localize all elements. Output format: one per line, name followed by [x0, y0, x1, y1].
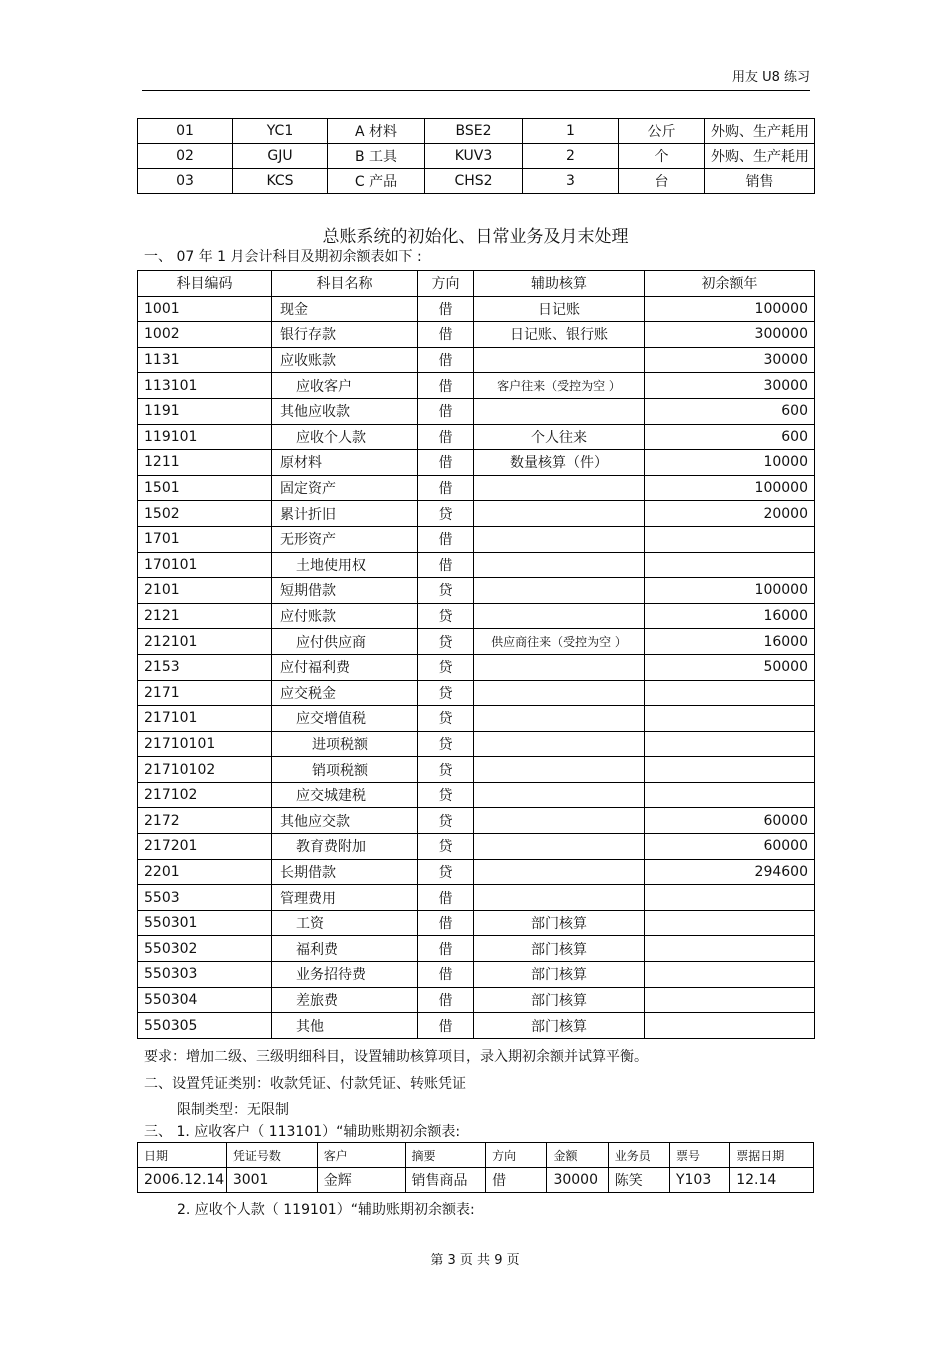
account-row — [138, 987, 815, 1013]
customer-header-cell: 凭证号数 — [226, 1143, 317, 1168]
account-row — [138, 808, 815, 834]
customer-cell: 3001 — [226, 1168, 317, 1193]
customer-header-cell: 金额 — [547, 1143, 608, 1168]
items-cell: B 工具 — [328, 144, 425, 169]
account-direction: 借 — [418, 936, 474, 962]
account-name: 进项税额 — [272, 731, 418, 757]
account-row — [138, 552, 815, 578]
account-balance — [645, 782, 815, 808]
account-auxiliary — [474, 706, 645, 732]
items-cell: KCS — [233, 169, 328, 194]
items-cell: 外购、生产耗用 — [705, 119, 815, 144]
items-cell: 3 — [523, 169, 619, 194]
account-balance: 300000 — [645, 322, 815, 348]
account-row — [138, 706, 815, 732]
customer-header-row — [138, 1143, 814, 1168]
customer-cell: 2006.12.14 — [138, 1168, 227, 1193]
account-direction: 贷 — [418, 834, 474, 860]
accounts-header-cell: 科目编码 — [138, 271, 272, 297]
restriction-line: 限制类型：无限制 — [177, 1102, 289, 1118]
account-auxiliary: 供应商往来（受控为空 ） — [474, 629, 645, 655]
account-balance — [645, 731, 815, 757]
customer-cell: 30000 — [547, 1168, 608, 1193]
account-balance — [645, 987, 815, 1013]
account-auxiliary — [474, 501, 645, 527]
account-direction: 借 — [418, 347, 474, 373]
account-direction: 贷 — [418, 680, 474, 706]
account-row — [138, 603, 815, 629]
account-row — [138, 322, 815, 348]
account-auxiliary — [474, 680, 645, 706]
account-row — [138, 731, 815, 757]
account-code: 550301 — [138, 910, 272, 936]
accounts-header-cell: 方向 — [418, 271, 474, 297]
account-code: 1131 — [138, 347, 272, 373]
account-balance — [645, 936, 815, 962]
account-name: 其他 — [272, 1013, 418, 1039]
account-name: 销项税额 — [272, 757, 418, 783]
account-balance: 16000 — [645, 603, 815, 629]
account-row — [138, 501, 815, 527]
items-cell: 01 — [138, 119, 233, 144]
account-auxiliary: 部门核算 — [474, 910, 645, 936]
account-balance — [645, 885, 815, 911]
account-name: 其他应收款 — [272, 398, 418, 424]
account-balance: 100000 — [645, 296, 815, 322]
account-auxiliary: 数量核算（件） — [474, 450, 645, 476]
customer-cell: 陈笑 — [608, 1168, 669, 1193]
account-name: 业务招待费 — [272, 962, 418, 988]
items-cell: C 产品 — [328, 169, 425, 194]
items-cell: YC1 — [233, 119, 328, 144]
items-cell: 外购、生产耗用 — [705, 144, 815, 169]
account-direction: 借 — [418, 987, 474, 1013]
account-auxiliary: 个人往来 — [474, 424, 645, 450]
account-row — [138, 347, 815, 373]
account-code: 217101 — [138, 706, 272, 732]
account-name: 应付福利费 — [272, 654, 418, 680]
customer-header-cell: 业务员 — [608, 1143, 669, 1168]
account-code: 21710101 — [138, 731, 272, 757]
items-cell: 个 — [619, 144, 705, 169]
section-title: 总账系统的初始化、日常业务及月末处理 — [322, 227, 629, 247]
account-code: 119101 — [138, 424, 272, 450]
accounts-table-body — [138, 296, 815, 1038]
account-name: 应付账款 — [272, 603, 418, 629]
account-code: 1191 — [138, 398, 272, 424]
account-direction: 借 — [418, 962, 474, 988]
account-row — [138, 578, 815, 604]
account-row — [138, 680, 815, 706]
account-name: 应交城建税 — [272, 782, 418, 808]
account-auxiliary — [474, 603, 645, 629]
account-code: 1501 — [138, 475, 272, 501]
account-balance: 60000 — [645, 808, 815, 834]
account-balance — [645, 552, 815, 578]
account-row — [138, 629, 815, 655]
account-auxiliary: 日记账、银行账 — [474, 322, 645, 348]
account-code: 170101 — [138, 552, 272, 578]
account-direction: 借 — [418, 296, 474, 322]
page-header: 用友 U8 练习 — [731, 70, 810, 85]
account-code: 550303 — [138, 962, 272, 988]
account-direction: 贷 — [418, 654, 474, 680]
account-name: 应交税金 — [272, 680, 418, 706]
items-row — [138, 144, 815, 169]
account-code: 550305 — [138, 1013, 272, 1039]
account-name: 福利费 — [272, 936, 418, 962]
account-balance — [645, 680, 815, 706]
account-direction: 借 — [418, 322, 474, 348]
items-cell: 02 — [138, 144, 233, 169]
account-direction: 借 — [418, 424, 474, 450]
account-auxiliary: 部门核算 — [474, 962, 645, 988]
account-direction: 借 — [418, 450, 474, 476]
customer-data-row — [138, 1168, 814, 1193]
account-direction: 贷 — [418, 603, 474, 629]
account-code: 1701 — [138, 526, 272, 552]
account-balance: 600 — [645, 398, 815, 424]
page-footer: 第 3 页 共 9 页 — [430, 1253, 520, 1268]
account-row — [138, 373, 815, 399]
customer-header-cell: 票据日期 — [730, 1143, 814, 1168]
account-auxiliary — [474, 782, 645, 808]
account-direction: 贷 — [418, 731, 474, 757]
account-direction: 贷 — [418, 706, 474, 732]
account-direction: 借 — [418, 552, 474, 578]
account-direction: 借 — [418, 373, 474, 399]
account-code: 5503 — [138, 885, 272, 911]
account-balance — [645, 910, 815, 936]
account-row — [138, 398, 815, 424]
account-balance — [645, 757, 815, 783]
items-cell: KUV3 — [425, 144, 523, 169]
accounts-header-cell: 科目名称 — [272, 271, 418, 297]
items-cell: 03 — [138, 169, 233, 194]
account-name: 现金 — [272, 296, 418, 322]
items-cell: 销售 — [705, 169, 815, 194]
customer-cell: 12.14 — [730, 1168, 814, 1193]
account-code: 1002 — [138, 322, 272, 348]
account-auxiliary — [474, 731, 645, 757]
account-balance: 30000 — [645, 347, 815, 373]
account-direction: 贷 — [418, 782, 474, 808]
sub-title-1: 三、 1. 应收客户（ 113101）“辅助账期初余额表: — [144, 1124, 461, 1140]
account-row — [138, 1013, 815, 1039]
account-balance: 30000 — [645, 373, 815, 399]
customer-balance-table — [137, 1142, 814, 1193]
customer-cell: 金辉 — [317, 1168, 405, 1193]
account-direction: 借 — [418, 475, 474, 501]
account-code: 21710102 — [138, 757, 272, 783]
account-auxiliary: 日记账 — [474, 296, 645, 322]
account-row — [138, 296, 815, 322]
account-row — [138, 885, 815, 911]
account-code: 217102 — [138, 782, 272, 808]
accounts-header-cell: 初余额年 — [645, 271, 815, 297]
account-code: 2201 — [138, 859, 272, 885]
customer-header-cell: 日期 — [138, 1143, 227, 1168]
account-name: 其他应交款 — [272, 808, 418, 834]
account-code: 212101 — [138, 629, 272, 655]
account-auxiliary: 部门核算 — [474, 936, 645, 962]
account-direction: 借 — [418, 398, 474, 424]
account-balance — [645, 1013, 815, 1039]
account-row — [138, 757, 815, 783]
voucher-types-line: 二、设置凭证类别：收款凭证、付款凭证、转账凭证 — [144, 1076, 466, 1092]
customer-cell: Y103 — [669, 1168, 729, 1193]
account-balance: 60000 — [645, 834, 815, 860]
sub-title-2: 2. 应收个人款（ 119101）“辅助账期初余额表: — [177, 1202, 475, 1218]
customer-cell: 销售商品 — [405, 1168, 486, 1193]
items-cell: A 材料 — [328, 119, 425, 144]
accounts-header-cell: 辅助核算 — [474, 271, 645, 297]
account-code: 2101 — [138, 578, 272, 604]
account-row — [138, 962, 815, 988]
account-direction: 借 — [418, 885, 474, 911]
account-auxiliary — [474, 398, 645, 424]
items-cell: BSE2 — [425, 119, 523, 144]
account-code: 217201 — [138, 834, 272, 860]
customer-header-cell: 票号 — [669, 1143, 729, 1168]
customer-header-cell: 客户 — [317, 1143, 405, 1168]
account-code: 550302 — [138, 936, 272, 962]
account-row — [138, 424, 815, 450]
items-cell: GJU — [233, 144, 328, 169]
account-direction: 贷 — [418, 578, 474, 604]
account-direction: 借 — [418, 1013, 474, 1039]
customer-header-cell: 方向 — [486, 1143, 547, 1168]
account-auxiliary: 部门核算 — [474, 1013, 645, 1039]
items-table-body — [138, 119, 815, 194]
items-cell: 台 — [619, 169, 705, 194]
account-row — [138, 654, 815, 680]
intro-line: 一、 07 年 1 月会计科目及期初余额表如下 : — [144, 249, 422, 265]
items-cell: 公斤 — [619, 119, 705, 144]
account-code: 1211 — [138, 450, 272, 476]
items-cell: 1 — [523, 119, 619, 144]
account-name: 管理费用 — [272, 885, 418, 911]
account-auxiliary — [474, 808, 645, 834]
account-balance — [645, 706, 815, 732]
account-name: 固定资产 — [272, 475, 418, 501]
account-name: 原材料 — [272, 450, 418, 476]
account-name: 应收客户 — [272, 373, 418, 399]
account-name: 无形资产 — [272, 526, 418, 552]
account-row — [138, 475, 815, 501]
items-row — [138, 169, 815, 194]
account-balance: 100000 — [645, 578, 815, 604]
account-name: 银行存款 — [272, 322, 418, 348]
account-auxiliary — [474, 654, 645, 680]
account-row — [138, 450, 815, 476]
account-row — [138, 936, 815, 962]
account-auxiliary — [474, 757, 645, 783]
account-row — [138, 910, 815, 936]
customer-cell: 借 — [486, 1168, 547, 1193]
account-direction: 贷 — [418, 757, 474, 783]
account-name: 长期借款 — [272, 859, 418, 885]
account-code: 2153 — [138, 654, 272, 680]
account-auxiliary — [474, 347, 645, 373]
items-table — [137, 118, 815, 194]
accounts-header-row — [138, 271, 815, 297]
account-auxiliary — [474, 526, 645, 552]
account-auxiliary — [474, 552, 645, 578]
account-direction: 贷 — [418, 501, 474, 527]
account-balance: 600 — [645, 424, 815, 450]
account-direction: 贷 — [418, 808, 474, 834]
account-direction: 贷 — [418, 629, 474, 655]
account-row — [138, 782, 815, 808]
account-balance: 50000 — [645, 654, 815, 680]
items-cell: 2 — [523, 144, 619, 169]
account-name: 累计折旧 — [272, 501, 418, 527]
account-auxiliary — [474, 885, 645, 911]
account-name: 土地使用权 — [272, 552, 418, 578]
account-name: 工资 — [272, 910, 418, 936]
account-auxiliary — [474, 859, 645, 885]
account-auxiliary — [474, 475, 645, 501]
account-code: 1001 — [138, 296, 272, 322]
account-name: 应交增值税 — [272, 706, 418, 732]
account-balance: 100000 — [645, 475, 815, 501]
account-name: 短期借款 — [272, 578, 418, 604]
account-code: 2172 — [138, 808, 272, 834]
accounts-table — [137, 270, 815, 1039]
account-direction: 借 — [418, 910, 474, 936]
account-auxiliary — [474, 834, 645, 860]
account-balance — [645, 526, 815, 552]
account-direction: 贷 — [418, 859, 474, 885]
account-auxiliary — [474, 578, 645, 604]
account-balance: 16000 — [645, 629, 815, 655]
account-name: 应付供应商 — [272, 629, 418, 655]
account-name: 差旅费 — [272, 987, 418, 1013]
account-balance — [645, 962, 815, 988]
account-row — [138, 859, 815, 885]
account-direction: 借 — [418, 526, 474, 552]
account-row — [138, 834, 815, 860]
customer-header-cell: 摘要 — [405, 1143, 486, 1168]
account-code: 113101 — [138, 373, 272, 399]
account-balance: 20000 — [645, 501, 815, 527]
items-cell: CHS2 — [425, 169, 523, 194]
requirement-text: 要求：增加二级、三级明细科目，设置辅助核算项目，录入期初余额并试算平衡。 — [144, 1049, 648, 1065]
account-name: 应收个人款 — [272, 424, 418, 450]
account-code: 2121 — [138, 603, 272, 629]
account-balance: 294600 — [645, 859, 815, 885]
account-name: 教育费附加 — [272, 834, 418, 860]
account-balance: 10000 — [645, 450, 815, 476]
account-row — [138, 526, 815, 552]
account-name: 应收账款 — [272, 347, 418, 373]
account-auxiliary: 部门核算 — [474, 987, 645, 1013]
account-code: 2171 — [138, 680, 272, 706]
account-code: 1502 — [138, 501, 272, 527]
header-divider — [142, 90, 810, 91]
account-code: 550304 — [138, 987, 272, 1013]
account-auxiliary: 客户往来（受控为空 ） — [474, 373, 645, 399]
items-row — [138, 119, 815, 144]
